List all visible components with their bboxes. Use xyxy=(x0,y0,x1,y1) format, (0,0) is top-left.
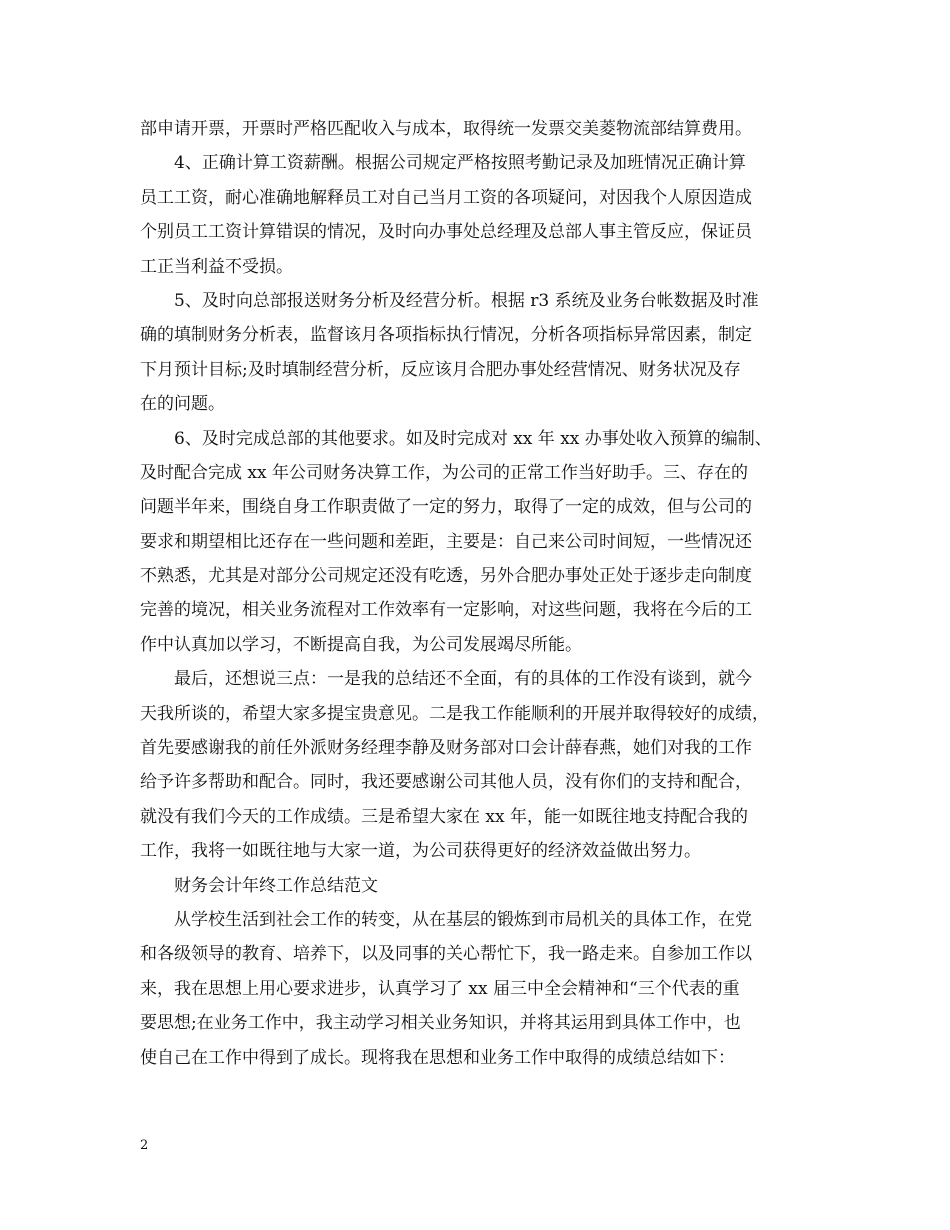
text-line: 从学校生活到社会工作的转变，从在基层的锻炼到市局机关的具体工作，在党 xyxy=(174,909,752,930)
text-line: 6、及时完成总部的其他要求。如及时完成对 xx 年 xx 办事处收入预算的编制、 xyxy=(174,428,772,449)
text-line: 财务会计年终工作总结范文 xyxy=(174,875,378,896)
text-line: 作中认真加以学习，不断提高自我，为公司发展竭尽所能。 xyxy=(140,634,582,655)
page-number: 2 xyxy=(140,1138,149,1153)
text-line: 最后，还想说三点：一是我的总结还不全面，有的具体的工作没有谈到，就今 xyxy=(174,669,752,690)
text-line: 使自己在工作中得到了成长。现将我在思想和业务工作中取得的成绩总结如下： xyxy=(140,1047,735,1068)
text-line: 下月预计目标;及时填制经营分析，反应该月合肥办事处经营情况、财务状况及存 xyxy=(140,359,741,380)
text-line: 就没有我们今天的工作成绩。三是希望大家在 xx 年，能一如既往地支持配合我的 xyxy=(140,806,748,827)
text-line: 首先要感谢我的前任外派财务经理李静及财务部对口会计薛春燕，她们对我的工作 xyxy=(140,738,752,759)
text-line: 在的问题。 xyxy=(140,394,225,415)
text-line: 部申请开票，开票时严格匹配收入与成本，取得统一发票交美菱物流部结算费用。 xyxy=(140,119,752,139)
text-line: 天我所谈的，希望大家多提宝贵意见。二是我工作能顺利的开展并取得较好的成绩， xyxy=(140,703,769,724)
text-line: 工正当利益不受损。 xyxy=(140,256,293,277)
document-body xyxy=(140,112,820,1075)
text-line: 来，我在思想上用心要求进步，认真学习了 xx 届三中全会精神和“三个代表的重 xyxy=(140,978,740,999)
text-line: 5、及时向总部报送财务分析及经营分析。根据 r3 系统及业务台帐数据及时准 xyxy=(174,290,759,311)
text-line: 个别员工工资计算错误的情况，及时向办事处总经理及总部人事主管反应，保证员 xyxy=(140,222,752,243)
text-line: 问题半年来，围绕自身工作职责做了一定的努力，取得了一定的成效，但与公司的 xyxy=(140,497,752,518)
text-line: 确的填制财务分析表，监督该月各项指标执行情况，分析各项指标异常因素，制定 xyxy=(140,325,752,346)
text-line: 4、正确计算工资薪酬。根据公司规定严格按照考勤记录及加班情况正确计算 xyxy=(174,153,746,174)
text-line: 和各级领导的教育、培养下，以及同事的关心帮忙下，我一路走来。自参加工作以 xyxy=(140,944,752,965)
text-line: 要求和期望相比还存在一些问题和差距，主要是：自己来公司时间短，一些情况还 xyxy=(140,531,752,552)
text-line: 要思想;在业务工作中，我主动学习相关业务知识，并将其运用到具体工作中，也 xyxy=(140,1013,741,1034)
text-line: 员工工资，耐心准确地解释员工对自己当月工资的各项疑问，对因我个人原因造成 xyxy=(140,187,752,208)
text-line: 完善的境况，相关业务流程对工作效率有一定影响，对这些问题，我将在今后的工 xyxy=(140,600,752,621)
text-line: 及时配合完成 xx 年公司财务决算工作，为公司的正常工作当好助手。三、存在的 xyxy=(140,462,748,483)
text-line: 不熟悉，尤其是对部分公司规定还没有吃透，另外合肥办事处正处于逐步走向制度 xyxy=(140,566,752,587)
text-line: 给予许多帮助和配合。同时，我还要感谢公司其他人员，没有你们的支持和配合， xyxy=(140,772,752,793)
text-line: 工作，我将一如既往地与大家一道，为公司获得更好的经济效益做出努力。 xyxy=(140,841,701,862)
